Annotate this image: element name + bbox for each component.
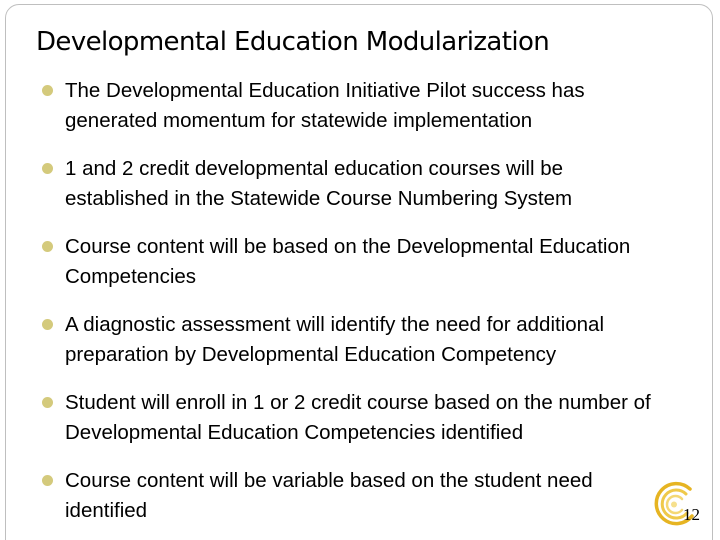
bullet-list [42, 76, 662, 540]
bullet-item [42, 232, 662, 291]
bullet-item [42, 76, 662, 135]
bullet-item [42, 154, 662, 213]
bullet-dot-icon [42, 397, 53, 408]
bullet-dot-icon [42, 85, 53, 96]
bullet-dot-icon [42, 163, 53, 174]
bullet-dot-icon [42, 475, 53, 486]
bullet-item [42, 310, 662, 369]
bullet-text: A diagnostic assessment will identify the need for additional preparation by Developmental Education Competency [65, 313, 605, 366]
bullet-text: Course content will be based on the Developmental Education Competencies [65, 235, 631, 288]
bullet-item [42, 466, 662, 525]
bullet-text: 1 and 2 credit developmental education courses will be established in the Statewide Course Numbering System [65, 157, 573, 210]
bullet-dot-icon [42, 319, 53, 330]
bullet-text: The Developmental Education Initiative Pilot success has generated momentum for statewide implementation [65, 79, 585, 132]
bullet-text: Student will enroll in 1 or 2 credit course based on the number of Developmental Education Competencies identified [65, 391, 651, 444]
bullet-item [42, 388, 662, 447]
page-number: 12 [683, 505, 700, 524]
bullet-text: Course content will be variable based on the student need identified [65, 469, 593, 522]
slide-title: Developmental Education Modularization [36, 27, 550, 57]
bullet-dot-icon [42, 241, 53, 252]
